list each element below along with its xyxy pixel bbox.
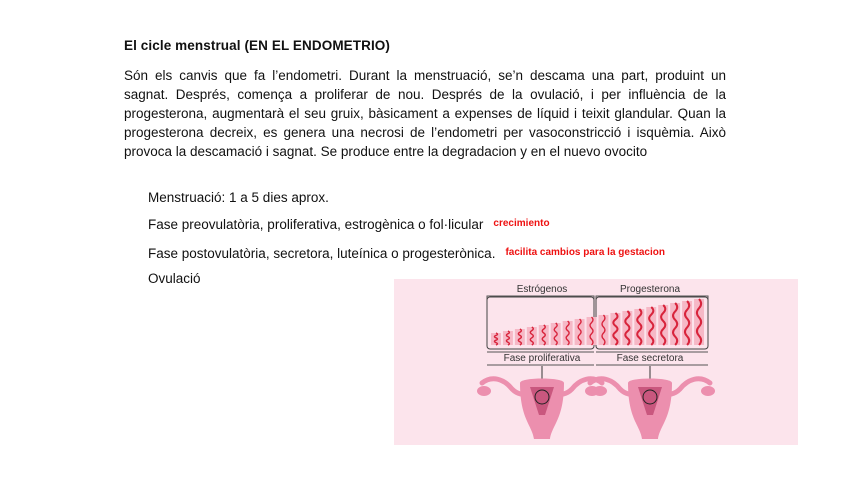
document-title: El cicle menstrual (EN EL ENDOMETRIO)	[124, 38, 391, 53]
list-item-ovulacio	[148, 271, 201, 286]
endometrium-strip	[491, 299, 704, 345]
label-progesterona: Progesterona	[619, 284, 681, 295]
endometrium-column	[682, 301, 692, 345]
endometrium-column	[694, 299, 704, 345]
item-text: Fase preovulatòria, proliferativa, estrogènica o fol·licular	[148, 217, 484, 232]
endometrium-column	[599, 315, 609, 345]
endometrium-column	[539, 325, 549, 345]
annotation-gestacion: facilita cambios para la gestacion	[505, 247, 665, 258]
annotation-crecimiento: crecimiento	[493, 218, 550, 229]
endometrium-column	[622, 311, 632, 345]
list-item-fase-preovulatoria	[148, 217, 550, 232]
label-fase-proliferativa: Fase proliferativa	[503, 353, 581, 364]
item-text: Ovulació	[148, 271, 201, 286]
endometrium-column	[670, 303, 680, 345]
body-paragraph: Són els canvis que fa l’endometri. Durant la menstruació, se’n descama una part, produint un sagnat. Després, comença a proliferar de nou. Després de la ovulació, i per influència de la progesterona, augmentarà el seu gruix, bàsicament a expenses de líquid i teixit glandular. Quan la progesterona decreix, es genera una necrosi de l’endometri per vasoconstricció i isquèmia. Això provoca la descamació i sagnat. Se produce entre la degradacion y en el nuevo ovocito	[124, 68, 726, 159]
item-text: Menstruació: 1 a 5 dies aprox.	[148, 190, 329, 205]
endometrium-column	[563, 321, 573, 345]
list-item-menstruacio	[148, 190, 329, 205]
endometrium-column	[551, 323, 561, 345]
endometrium-column	[658, 305, 668, 345]
illustration-svg	[394, 279, 798, 445]
list-item-fase-postovulatoria	[148, 246, 665, 261]
endometrium-column	[527, 327, 537, 345]
endometrium-column	[587, 317, 597, 345]
item-text: Fase postovulatòria, secretora, luteínica o progesterònica.	[148, 246, 496, 261]
label-estrogenos: Estrógenos	[516, 284, 568, 295]
endometrium-column	[646, 307, 656, 345]
label-fase-secretora: Fase secretora	[616, 353, 684, 364]
menstrual-cycle-illustration	[394, 279, 798, 445]
endometrium-column	[634, 309, 644, 345]
endometrium-column	[610, 313, 620, 345]
endometrium-column	[575, 319, 585, 345]
